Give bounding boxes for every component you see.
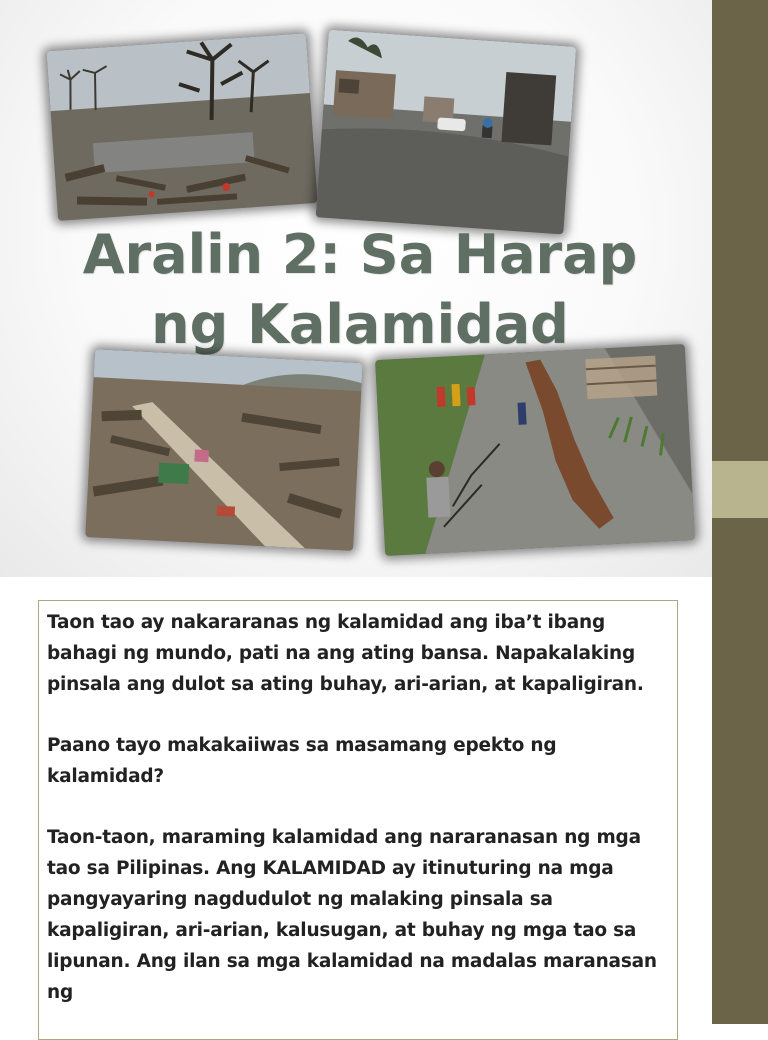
slide-title (40, 220, 680, 360)
title-line-2: ng Kalamidad (151, 293, 569, 356)
text-box (38, 600, 678, 1040)
destroyed-town-photo (85, 349, 362, 551)
flooded-street-photo (316, 30, 577, 235)
sidebar-accent-band (712, 461, 768, 518)
paragraph-1: Taon tao ay nakararanas ng kalamidad ang iba’t ibang bahagi ng mundo, pati na ang ating bansa. Napakalaking pinsala ang dulot sa ating buhay, ari-arian, at kapaligiran. (47, 612, 644, 695)
title-line-1: Aralin 2: Sa Harap (82, 223, 638, 286)
earthquake-crack-photo (375, 344, 695, 556)
paragraph-2: Paano tayo makakaiiwas sa masamang epekto ng kalamidad? (47, 735, 557, 787)
typhoon-debris-photo (46, 33, 317, 221)
paragraph-3: Taon-taon, maraming kalamidad ang nararanasan ng mga tao sa Pilipinas. Ang KALAMIDAD ay itinuturing na mga pangyayaring nagdudulot ng malaking pinsala sa kapaligiran, ari-arian, kalusugan, at buhay ng mga tao sa lipunan. Ang ilan sa mga kalamidad na madalas maranasan ng (47, 827, 657, 1003)
